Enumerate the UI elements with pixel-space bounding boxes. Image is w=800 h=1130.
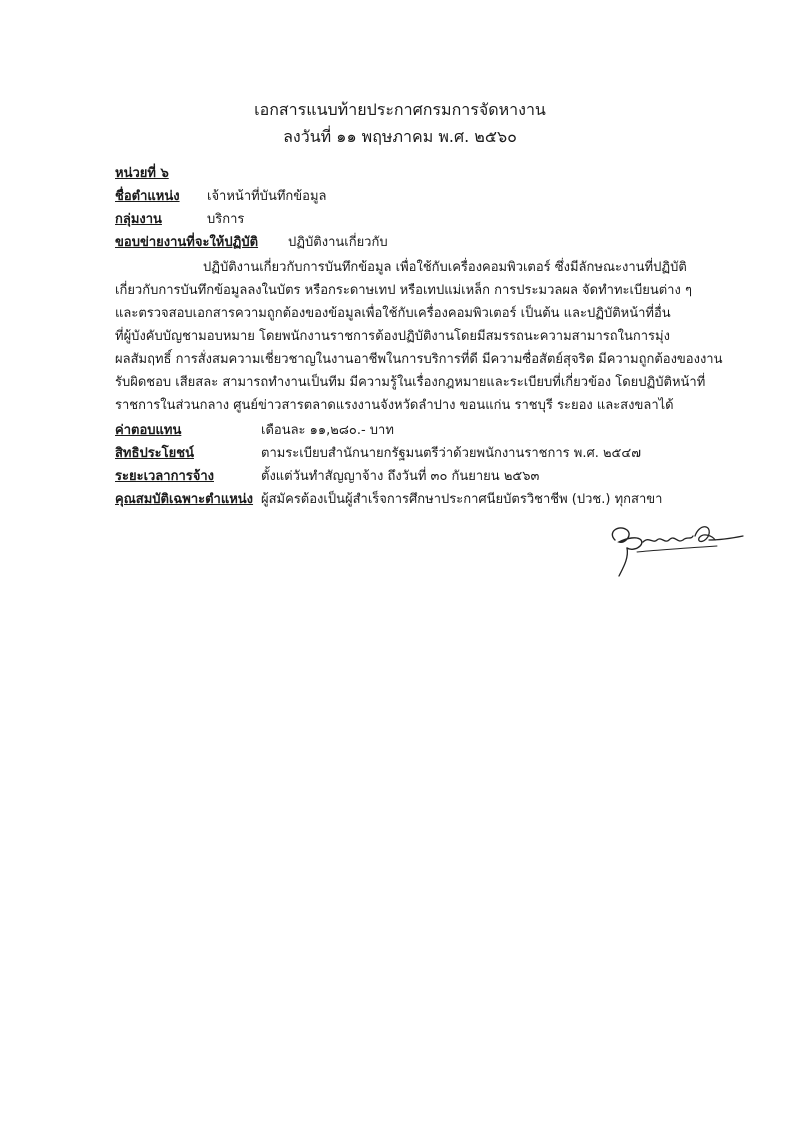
header-date: ลงวันที่ ๑๑ พฤษภาคม พ.ศ. ๒๕๖๐: [283, 127, 517, 146]
qualification-value: ผู้สมัครต้องเป็นผู้สำเร็จการศึกษาประกาศนียบัตรวิชาชีพ (ปวช.) ทุกสาขา: [261, 492, 663, 507]
qualification-row: [115, 488, 675, 511]
scope-row: [115, 231, 675, 254]
signature-image: [597, 510, 747, 582]
compensation-value: เดือนละ ๑๑,๒๘๐.- บาท: [261, 423, 394, 438]
benefits-value: ตามระเบียบสำนักนายกรัฐมนตรีว่าด้วยพนักงานราชการ พ.ศ. ๒๕๔๗: [261, 446, 641, 461]
description-line: รับผิดชอบ เสียสละ สามารถทำงานเป็นทีม มีความรู้ในเรื่องกฎหมายและระเบียบที่เกี่ยวข้อง โดยปฏิบัติหน้าที่: [115, 375, 706, 390]
scope-value: ปฏิบัติงานเกี่ยวกับ: [288, 235, 388, 250]
group-label: กลุ่มงาน: [115, 212, 162, 227]
unit-row: [115, 162, 675, 185]
document-body: [115, 162, 723, 511]
description-line: เกี่ยวกับการบันทึกข้อมูลลงในบัตร หรือกระดาษเทป หรือเทปแม่เหล็ก การประมวลผล จัดทำทะเบียนต่าง ๆ: [115, 283, 692, 298]
header-title: เอกสารแนบท้ายประกาศกรมการจัดหางาน: [254, 100, 546, 119]
position-label: ชื่อตำแหน่ง: [115, 189, 180, 204]
document-header: [0, 96, 800, 150]
compensation-row: [115, 419, 675, 442]
scope-label: ขอบข่ายงานที่จะให้ปฏิบัติ: [115, 235, 259, 250]
description-paragraph: [115, 256, 723, 417]
position-row: [115, 185, 675, 208]
duration-value: ตั้งแต่วันทำสัญญาจ้าง ถึงวันที่ ๓๐ กันยายน ๒๕๖๓: [261, 469, 540, 484]
group-value: บริการ: [207, 212, 245, 227]
description-line: ผลสัมฤทธิ์ การสั่งสมความเชี่ยวชาญในงานอาชีพในการบริการที่ดี มีความซื่อสัตย์สุจริต มีความถูกต้องของงาน: [115, 352, 723, 367]
compensation-label: ค่าตอบแทน: [115, 423, 182, 438]
qualification-label: คุณสมบัติเฉพาะตำแหน่ง: [115, 492, 254, 507]
position-value: เจ้าหน้าที่บันทึกข้อมูล: [207, 189, 327, 204]
duration-label: ระยะเวลาการจ้าง: [115, 469, 214, 484]
group-row: [115, 208, 675, 231]
duration-row: [115, 465, 675, 488]
description-line: ราชการในส่วนกลาง ศูนย์ข่าวสารตลาดแรงงานจังหวัดลำปาง ขอนแก่น ราชบุรี ระยอง และสงขลาได้: [115, 398, 674, 413]
description-line: ปฏิบัติงานเกี่ยวกับการบันทึกข้อมูล เพื่อใช้กับเครื่องคอมพิวเตอร์ ซึ่งมีลักษณะงานที่ปฏิบัติ: [203, 260, 687, 275]
description-line: ที่ผู้บังคับบัญชามอบหมาย โดยพนักงานราชการต้องปฏิบัติงานโดยมีสมรรถนะความสามารถในการมุ่ง: [115, 329, 670, 344]
benefits-row: [115, 442, 675, 465]
description-line: และตรวจสอบเอกสารความถูกต้องของข้อมูลเพื่อใช้กับเครื่องคอมพิวเตอร์ เป็นต้น และปฏิบัติหน้าที่อื่น: [115, 306, 671, 321]
benefits-label: สิทธิประโยชน์: [115, 446, 194, 461]
unit-label: หน่วยที่ ๖: [115, 166, 169, 181]
